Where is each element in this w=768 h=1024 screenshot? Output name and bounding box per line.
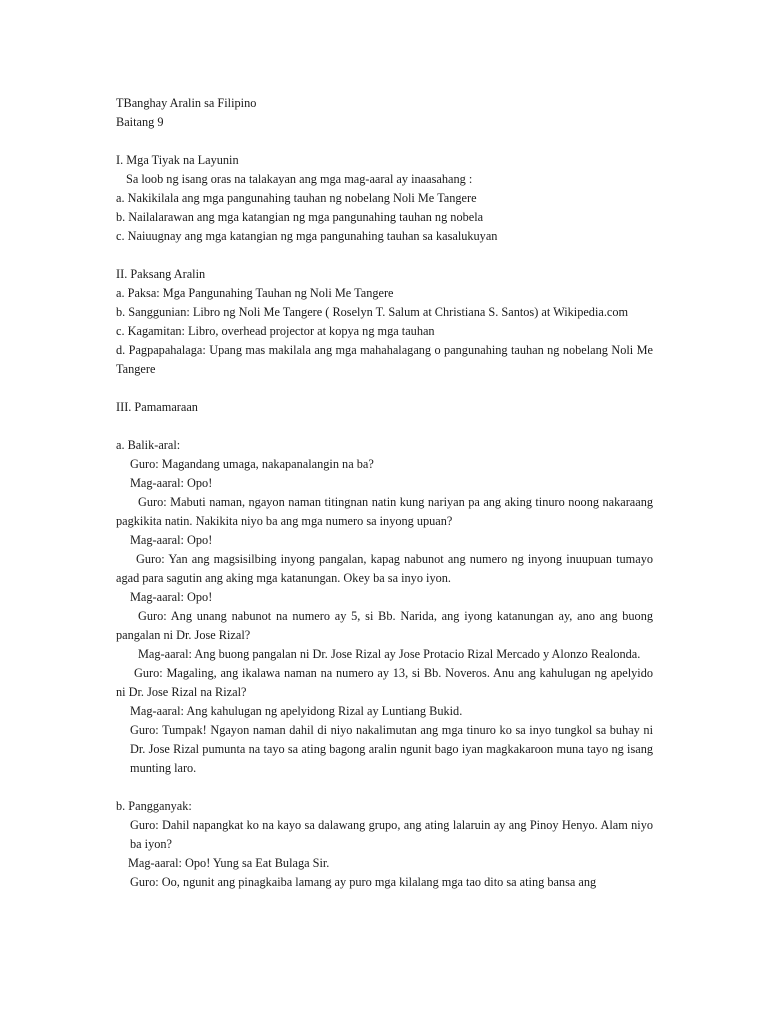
objective-c: c. Naiuugnay ang mga katangian ng mga pangunahing tauhan sa kasalukuyan (116, 229, 498, 243)
dialogue-line: Mag-aaral: Opo! (130, 476, 213, 490)
topic-a: a. Paksa: Mga Pangunahing Tauhan ng Noli Me Tangere (116, 286, 394, 300)
section-heading-procedure: III. Pamamaraan (116, 400, 198, 414)
dialogue-line: Guro: Oo, ngunit ang pinagkaiba lamang ay puro mga kilalang mga tao dito sa ating bansa ang (130, 875, 597, 889)
spacer (116, 778, 653, 797)
objective-b: b. Nailalarawan ang mga katangian ng mga pangunahing tauhan ng nobela (116, 210, 484, 224)
section-heading-topic: II. Paksang Aralin (116, 267, 206, 281)
dialogue-line: Guro: Dahil napangkat ko na kayo sa dalawang grupo, ang ating lalaruin ay ang Pinoy Henyo. Alam niyo ba iyon? (130, 818, 653, 851)
topic-b: b. Sanggunian: Libro ng Noli Me Tangere ( Roselyn T. Salum at Christiana S. Santos) at Wikipedia.com (116, 305, 629, 319)
spacer (116, 246, 653, 265)
dialogue-line: Mag-aaral: Opo! (130, 590, 213, 604)
dialogue-line: Guro: Magaling, ang ikalawa naman na numero ay 13, si Bb. Noveros. Anu ang kahulugan ng apelyido ni Dr. Jose Rizal na Rizal? (116, 666, 653, 699)
document-page (116, 94, 653, 892)
dialogue-line: Mag-aaral: Ang kahulugan ng apelyidong Rizal ay Luntiang Bukid. (130, 704, 463, 718)
dialogue-line: Mag-aaral: Opo! Yung sa Eat Bulaga Sir. (128, 856, 330, 870)
dialogue-line: Guro: Magandang umaga, nakapanalangin na ba? (130, 457, 374, 471)
objective-a: a. Nakikilala ang mga pangunahing tauhan ng nobelang Noli Me Tangere (116, 191, 477, 205)
review-label: a. Balik-aral: (116, 438, 181, 452)
dialogue-line: Mag-aaral: Opo! (130, 533, 213, 547)
spacer (116, 132, 653, 151)
dialogue-line: Guro: Ang unang nabunot na numero ay 5, si Bb. Narida, ang iyong katanungan ay, ano ang buong pangalan ni Dr. Jose Rizal? (116, 609, 653, 642)
dialogue-line: Mag-aaral: Ang buong pangalan ni Dr. Jose Rizal ay Jose Protacio Rizal Mercado y Alonzo Realonda. (138, 647, 641, 661)
spacer (116, 417, 653, 436)
topic-d: d. Pagpapahalaga: Upang mas makilala ang mga mahahalagang o pangunahing tauhan ng nobelang Noli Me Tangere (116, 343, 653, 376)
dialogue-line: Guro: Tumpak! Ngayon naman dahil di niyo nakalimutan ang mga tinuro ko sa inyo tungkol sa buhay ni Dr. Jose Rizal pumunta na tayo sa ating bagong aralin ngunit bago iyan magkakaroon muna tayo ng isang munting laro. (130, 723, 653, 775)
document-title: TBanghay Aralin sa Filipino (116, 96, 257, 110)
motivation-label: b. Pangganyak: (116, 799, 192, 813)
dialogue-line: Guro: Yan ang magsisilbing inyong pangalan, kapag nabunot ang numero ng inyong inuupuan tumayo agad para sagutin ang aking mga katanungan. Okey ba sa inyo iyon. (116, 552, 653, 585)
spacer (116, 379, 653, 398)
objectives-intro: Sa loob ng isang oras na talakayan ang mga mag-aaral ay inaasahang : (126, 172, 473, 186)
section-heading-objectives: I. Mga Tiyak na Layunin (116, 153, 239, 167)
grade-level: Baitang 9 (116, 115, 164, 129)
topic-c: c. Kagamitan: Libro, overhead projector at kopya ng mga tauhan (116, 324, 435, 338)
dialogue-line: Guro: Mabuti naman, ngayon naman titingnan natin kung nariyan pa ang aking tinuro noong nakaraang pagkikita natin. Nakikita niyo ba ang mga numero sa inyong upuan? (116, 495, 653, 528)
